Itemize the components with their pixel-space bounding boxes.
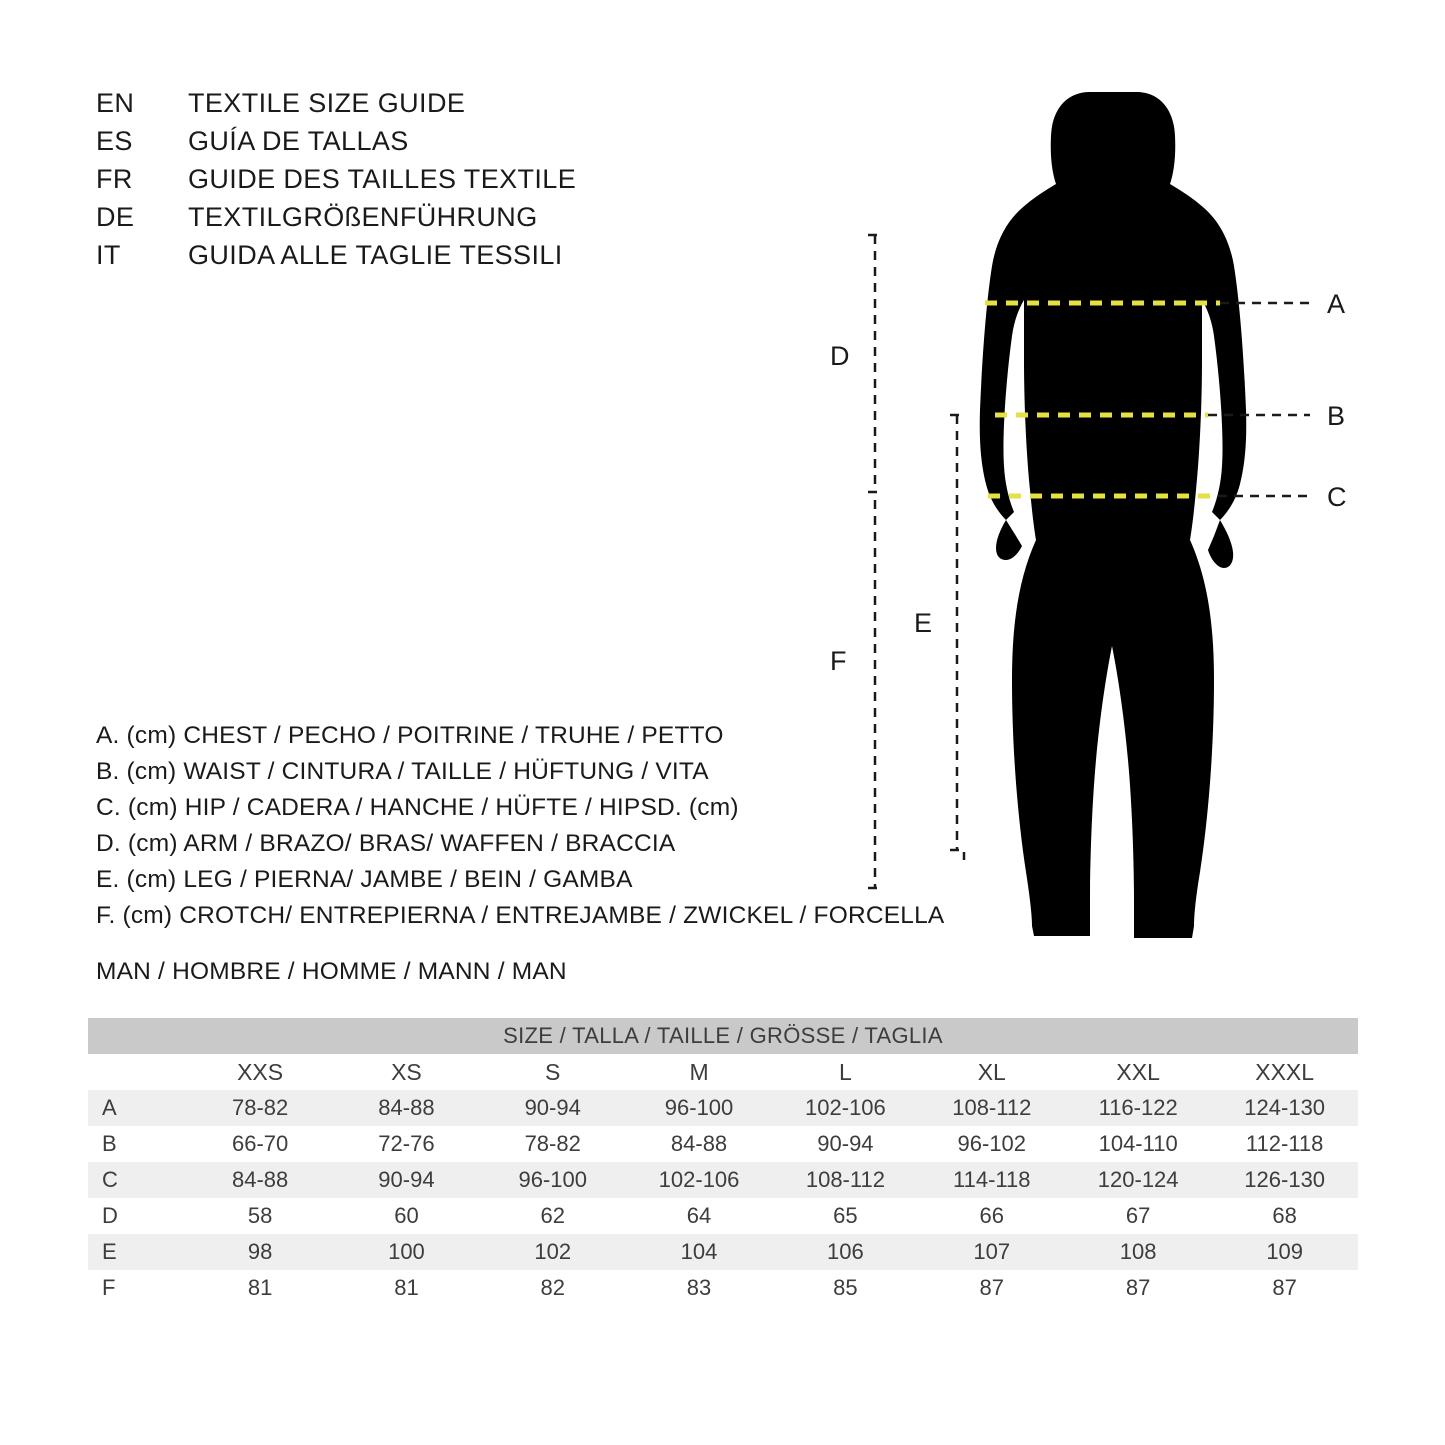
legend-item-d: D. (cm) ARM / BRAZO/ BRAS/ WAFFEN / BRACCIA: [96, 830, 676, 857]
title-lang-es: ES: [96, 126, 133, 156]
cell-f-m: 83: [626, 1270, 772, 1306]
table-row: [88, 1090, 1358, 1126]
row-label-d: D: [88, 1198, 187, 1234]
cell-b-xs: 72-76: [333, 1126, 479, 1162]
cell-c-xxl: 120-124: [1065, 1162, 1211, 1198]
cell-a-xs: 84-88: [333, 1090, 479, 1126]
cell-f-xxl: 87: [1065, 1270, 1211, 1306]
cell-c-xxxl: 126-130: [1211, 1162, 1358, 1198]
title-text-it: GUIDA ALLE TAGLIE TESSILI: [188, 240, 563, 270]
label-c: C: [1327, 482, 1347, 512]
title-row-fr: [96, 164, 716, 202]
cell-f-s: 82: [480, 1270, 626, 1306]
table-row: [88, 1270, 1358, 1306]
cell-a-xxs: 78-82: [187, 1090, 333, 1126]
legend-block: [96, 722, 945, 938]
cell-a-xxxl: 124-130: [1211, 1090, 1358, 1126]
cell-d-xs: 60: [333, 1198, 479, 1234]
legend-item-f: F. (cm) CROTCH/ ENTREPIERNA / ENTREJAMBE / ZWICKEL / FORCELLA: [96, 902, 945, 929]
cell-e-m: 104: [626, 1234, 772, 1270]
cell-a-m: 96-100: [626, 1090, 772, 1126]
cell-c-xl: 114-118: [919, 1162, 1065, 1198]
row-label-c: C: [88, 1162, 187, 1198]
table-row: [88, 1198, 1358, 1234]
table-row: [88, 1162, 1358, 1198]
title-lang-de: DE: [96, 202, 135, 232]
title-row-de: [96, 202, 716, 240]
column-header-xxl: XXL: [1065, 1054, 1211, 1090]
column-header-l: L: [772, 1054, 918, 1090]
label-d: D: [830, 341, 850, 371]
dim-e-bottom-tick: [950, 850, 964, 860]
row-label-b: B: [88, 1126, 187, 1162]
column-header-m: M: [626, 1054, 772, 1090]
cell-b-xxl: 104-110: [1065, 1126, 1211, 1162]
legend-item-a: A. (cm) CHEST / PECHO / POITRINE / TRUHE / PETTO: [96, 722, 724, 749]
cell-e-xxs: 98: [187, 1234, 333, 1270]
label-e: E: [914, 608, 933, 638]
row-label-e: E: [88, 1234, 187, 1270]
title-lang-fr: FR: [96, 164, 133, 194]
size-table: [88, 1018, 1358, 1306]
cell-b-xl: 96-102: [919, 1126, 1065, 1162]
cell-c-xxs: 84-88: [187, 1162, 333, 1198]
cell-f-l: 85: [772, 1270, 918, 1306]
label-b: B: [1327, 401, 1346, 431]
cell-a-l: 102-106: [772, 1090, 918, 1126]
row-label-a: A: [88, 1090, 187, 1126]
cell-d-m: 64: [626, 1198, 772, 1234]
header-corner: [88, 1054, 187, 1090]
cell-a-xl: 108-112: [919, 1090, 1065, 1126]
cell-e-l: 106: [772, 1234, 918, 1270]
cell-d-s: 62: [480, 1198, 626, 1234]
cell-d-xxl: 67: [1065, 1198, 1211, 1234]
cell-b-s: 78-82: [480, 1126, 626, 1162]
title-row-es: [96, 126, 716, 164]
title-row-it: [96, 240, 716, 278]
cell-e-xxl: 108: [1065, 1234, 1211, 1270]
label-a: A: [1327, 289, 1346, 319]
column-header-xxxl: XXXL: [1211, 1054, 1358, 1090]
cell-d-xxs: 58: [187, 1198, 333, 1234]
column-header-xl: XL: [919, 1054, 1065, 1090]
band-header-label: SIZE / TALLA / TAILLE / GRÖSSE / TAGLIA: [88, 1018, 1358, 1054]
legend-item-b: B. (cm) WAIST / CINTURA / TAILLE / HÜFTUNG / VITA: [96, 758, 709, 785]
cell-b-m: 84-88: [626, 1126, 772, 1162]
title-row-en: [96, 88, 716, 126]
cell-c-m: 102-106: [626, 1162, 772, 1198]
cell-f-xl: 87: [919, 1270, 1065, 1306]
cell-d-xl: 66: [919, 1198, 1065, 1234]
table-header-row: [88, 1054, 1358, 1090]
cell-f-xxs: 81: [187, 1270, 333, 1306]
cell-d-xxxl: 68: [1211, 1198, 1358, 1234]
man-silhouette: [980, 92, 1247, 938]
title-text-es: GUÍA DE TALLAS: [188, 126, 409, 156]
cell-b-xxs: 66-70: [187, 1126, 333, 1162]
title-lang-it: IT: [96, 240, 121, 270]
cell-e-xl: 107: [919, 1234, 1065, 1270]
column-header-xxs: XXS: [187, 1054, 333, 1090]
cell-f-xxxl: 87: [1211, 1270, 1358, 1306]
label-f: F: [830, 646, 847, 676]
cell-c-xs: 90-94: [333, 1162, 479, 1198]
column-header-s: S: [480, 1054, 626, 1090]
cell-d-l: 65: [772, 1198, 918, 1234]
size-table-wrapper: [88, 1018, 1358, 1306]
gender-label: MAN / HOMBRE / HOMME / MANN / MAN: [96, 958, 567, 985]
cell-c-s: 96-100: [480, 1162, 626, 1198]
cell-e-s: 102: [480, 1234, 626, 1270]
legend-item-c: C. (cm) HIP / CADERA / HANCHE / HÜFTE / HIPSD. (cm): [96, 794, 739, 821]
title-lang-en: EN: [96, 88, 135, 118]
table-band-header: [88, 1018, 1358, 1054]
title-text-en: TEXTILE SIZE GUIDE: [188, 88, 466, 118]
cell-a-xxl: 116-122: [1065, 1090, 1211, 1126]
cell-a-s: 90-94: [480, 1090, 626, 1126]
title-text-fr: GUIDE DES TAILLES TEXTILE: [188, 164, 577, 194]
cell-b-xxxl: 112-118: [1211, 1126, 1358, 1162]
cell-c-l: 108-112: [772, 1162, 918, 1198]
title-text-de: TEXTILGRÖßENFÜHRUNG: [188, 202, 538, 232]
cell-e-xs: 100: [333, 1234, 479, 1270]
cell-e-xxxl: 109: [1211, 1234, 1358, 1270]
table-row: [88, 1126, 1358, 1162]
row-label-f: F: [88, 1270, 187, 1306]
title-block: [96, 88, 716, 278]
cell-b-l: 90-94: [772, 1126, 918, 1162]
table-row: [88, 1234, 1358, 1270]
legend-item-e: E. (cm) LEG / PIERNA/ JAMBE / BEIN / GAMBA: [96, 866, 633, 893]
column-header-xs: XS: [333, 1054, 479, 1090]
cell-f-xs: 81: [333, 1270, 479, 1306]
